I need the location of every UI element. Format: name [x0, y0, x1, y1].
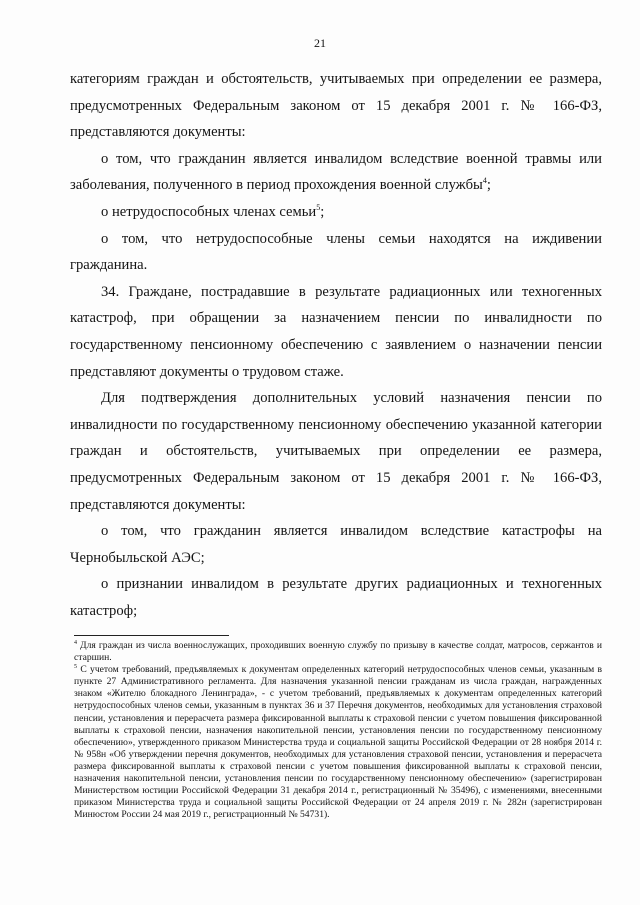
paragraph	[70, 146, 602, 199]
paragraph: о том, что гражданин является инвалидом вследствие катастрофы на Чернобыльской АЭС;	[70, 523, 602, 566]
paragraph-text: о нетрудоспособных членах семьи	[101, 203, 317, 220]
paragraph: о том, что нетрудоспособные члены семьи находятся на иждивении гражданина.	[70, 230, 602, 274]
footnote-ref: 5	[316, 202, 321, 212]
footnote-marker: 5	[74, 664, 77, 671]
footnote-text: Для граждан из числа военнослужащих, проходивших военную службу по призыву в качестве солдат, матросов, сержантов и старшин.	[74, 640, 602, 664]
footnote-ref: 4	[482, 176, 487, 186]
footnote	[74, 664, 602, 821]
paragraph: категориям граждан и обстоятельств, учитываемых при определении ее размера, предусмотренных Федеральным законом от 15 декабря 2001 г. № 166-ФЗ, представляются документы:	[70, 71, 602, 141]
footnote	[74, 640, 602, 664]
footnote-text: С учетом требований, предъявляемых к документам определенных категорий нетрудоспособных членов семьи, указанным в пункте 27 Административного регламента. Для назначения указанной пенсии гражданам из числа граждан, награжденных знаком «Жителю блокадного Ленинграда», - с учетом требований, предъявляемых к документам определенных категорий нетрудоспособных членов семьи, указанным в пунктах 36 и 37 Перечня документов, необходимых для установления страховой пенсии, установления и перерасчета размера фиксированной выплаты к страховой пенсии с учетом повышения фиксированной выплаты к страховой пенсии, назначения накопительной пенсии, установления пенсии по государственному пенсионному обеспечению», утвержденного приказом Министерства труда и социальной защиты Российской Федерации от 28 ноября 2014 г. № 958н «Об утверждении перечня документов, необходимых для установления страховой пенсии, установления и перерасчета размера фиксированной выплаты к страховой пенсии с учетом повышения фиксированной выплаты к страховой пенсии, назначения накопительной пенсии, установления пенсии по государственному пенсионному обеспечению» (зарегистрирован Министерством юстиции Российской Федерации 31 декабря 2014 г., регистрационный № 35496), с изменениями, внесенными приказом Министерства труда и социальной защиты Российской Федерации от 24 апреля 2019 г. № 282н (зарегистрирован Минюстом России 24 мая 2019 г., регистрационный № 54731).	[74, 664, 602, 821]
footnote-divider	[74, 635, 229, 636]
paragraph: о признании инвалидом в результате других радиационных и техногенных катастроф;	[70, 576, 602, 619]
footnotes	[74, 640, 602, 821]
paragraph	[70, 199, 602, 226]
body-text	[70, 66, 602, 624]
paragraph: 34. Граждане, пострадавшие в результате радиационных или техногенных катастроф, при обращении за назначением пенсии по инвалидности по государственному пенсионному обеспечению с заявлением о назначении пенсии представляют документы о трудовом стаже.	[70, 283, 602, 380]
paragraph: Для подтверждения дополнительных условий назначения пенсии по инвалидности по государственному пенсионному обеспечению указанной категории граждан и обстоятельств, учитываемых при определении ее размера, предусмотренных Федеральным законом от 15 декабря 2001 г. № 166-ФЗ, представляются документы:	[70, 390, 602, 513]
paragraph-tail: ;	[320, 203, 325, 220]
footnote-marker: 4	[74, 640, 77, 646]
paragraph-text: о том, что гражданин является инвалидом вследствие военной травмы или заболевания, полученного в период прохождения военной службы	[70, 150, 602, 194]
paragraph-tail: ;	[486, 177, 491, 194]
page-number: 21	[314, 36, 326, 50]
